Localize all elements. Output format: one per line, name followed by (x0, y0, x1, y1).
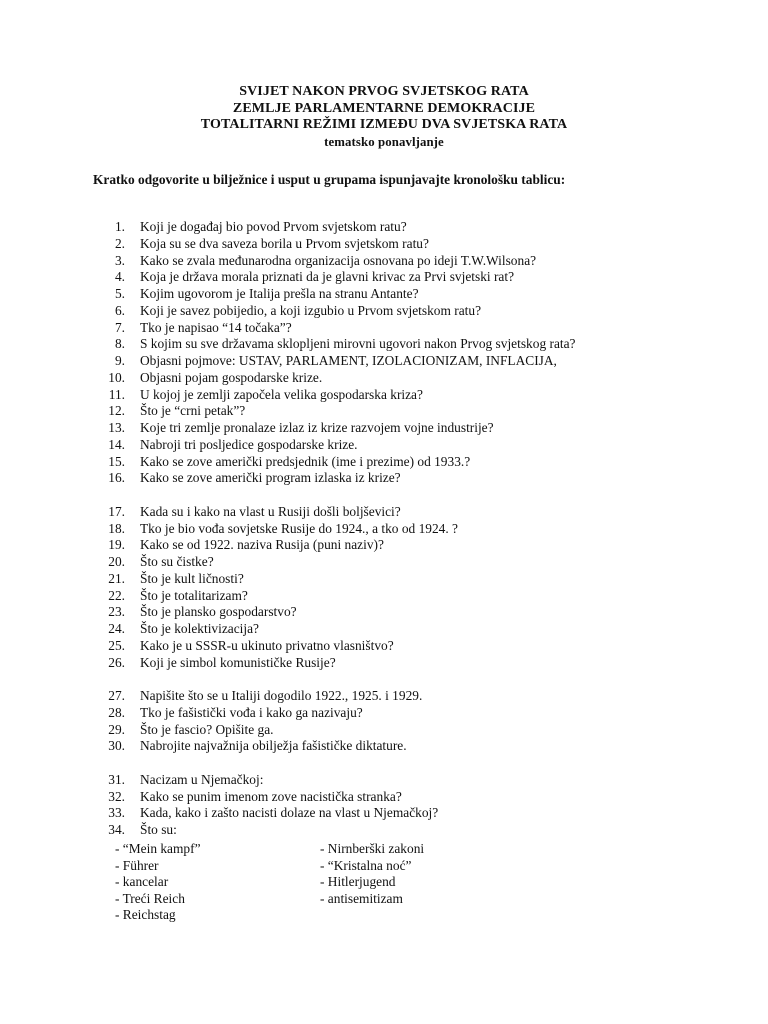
question-text: Koji je simbol komunističke Rusije? (140, 654, 336, 670)
question-list (0, 219, 768, 856)
question-number: 25. (108, 637, 125, 653)
question-item (0, 320, 768, 337)
term-item: - “Mein kampf” (115, 841, 201, 856)
question-number: 23. (108, 604, 125, 620)
question-text: Objasni pojmove: USTAV, PARLAMENT, IZOLACIONIZAM, INFLACIJA, (140, 353, 557, 368)
term-item: - Treći Reich (115, 890, 185, 906)
question-item (0, 554, 768, 571)
question-item (0, 604, 768, 621)
question-item (0, 303, 768, 320)
question-number: 12. (108, 403, 125, 419)
question-number: 22. (108, 587, 125, 603)
question-item (0, 403, 768, 420)
question-number: 21. (108, 570, 125, 586)
question-number: 5. (114, 286, 125, 301)
term-item: - Führer (115, 857, 159, 873)
question-number: 3. (114, 252, 125, 268)
term-item: - antisemitizam (320, 890, 403, 906)
question-item (0, 655, 768, 672)
question-number: 29. (108, 721, 125, 737)
question-item (0, 353, 768, 370)
term-item: - kancelar (115, 874, 169, 889)
question-item (0, 370, 768, 387)
question-text: Kako se zvala međunarodna organizacija osnovana po ideji T.W.Wilsona? (140, 252, 537, 268)
question-group (0, 219, 768, 487)
title-line-1: SVIJET NAKON PRVOG SVJETSKOG RATA (239, 84, 529, 99)
question-item (0, 705, 768, 722)
question-text: Napišite što se u Italiji dogodilo 1922., 1925. i 1929. (140, 688, 423, 704)
question-number: 34. (108, 822, 125, 838)
question-number: 13. (108, 420, 125, 435)
question-text: Što su čistke? (140, 554, 214, 570)
question-number: 9. (114, 353, 125, 368)
document-header (0, 84, 768, 150)
question-item (0, 772, 768, 789)
question-text: U kojoj je zemlji započela velika gospodarska kriza? (140, 386, 423, 402)
question-text: Nacizam u Njemačkoj: (140, 771, 264, 787)
question-text: Koji je događaj bio povod Prvom svjetskom ratu? (140, 219, 407, 234)
question-group (0, 504, 768, 672)
question-text: Što su: (140, 822, 177, 838)
question-number: 14. (108, 436, 125, 452)
question-text: Što je fascio? Opišite ga. (140, 721, 274, 737)
title-line-2: ZEMLJE PARLAMENTARNE DEMOKRACIJE (232, 100, 536, 116)
question-text: Tko je napisao “14 točaka”? (140, 319, 292, 335)
question-text: Kako se punim imenom zove nacistička stranka? (140, 788, 402, 804)
question-number: 17. (108, 503, 125, 519)
question-item (0, 571, 768, 588)
question-number: 18. (108, 520, 125, 536)
question-item (0, 789, 768, 806)
question-text: Što je kult ličnosti? (140, 570, 244, 586)
term-row (115, 841, 515, 858)
question-number: 6. (114, 302, 125, 318)
question-item (0, 504, 768, 521)
question-text: Što je “crni petak”? (140, 403, 246, 419)
term-row (115, 907, 515, 924)
question-number: 31. (108, 771, 125, 787)
question-text: Tko je fašistički vođa i kako ga nazivaju? (140, 704, 363, 720)
question-number: 1. (114, 219, 125, 234)
question-text: Koje tri zemlje pronalaze izlaz iz krize razvojem vojne industrije? (140, 420, 494, 435)
question-number: 16. (108, 470, 125, 486)
question-text: Kojim ugovorom je Italija prešla na stranu Antante? (140, 286, 419, 301)
question-number: 19. (108, 537, 125, 553)
question-text: Tko je bio vođa sovjetske Rusije do 1924., a tko od 1924. ? (140, 520, 458, 536)
question-text: Koja su se dva saveza borila u Prvom svjetskom ratu? (140, 235, 429, 251)
question-number: 20. (108, 554, 125, 570)
question-text: Nabroji tri posljedice gospodarske krize. (140, 436, 358, 452)
question-item (0, 286, 768, 303)
question-item (0, 521, 768, 538)
question-text: Kada, kako i zašto nacisti dolaze na vlast u Njemačkoj? (140, 805, 439, 821)
question-number: 4. (114, 269, 125, 285)
question-number: 30. (108, 738, 125, 754)
question-item (0, 722, 768, 739)
question-item (0, 253, 768, 270)
question-number: 32. (108, 788, 125, 804)
terms-list (115, 841, 515, 924)
question-item (0, 470, 768, 487)
question-number: 2. (114, 235, 125, 251)
question-item (0, 588, 768, 605)
question-text: Kako je u SSSR-u ukinuto privatno vlasništvo? (140, 637, 394, 653)
question-number: 33. (108, 805, 125, 821)
term-item: - Reichstag (115, 907, 176, 922)
question-number: 15. (108, 453, 125, 469)
question-item (0, 219, 768, 236)
question-number: 10. (108, 369, 125, 385)
question-text: Što je plansko gospodarstvo? (140, 604, 297, 620)
question-item (0, 420, 768, 437)
question-text: Što je kolektivizacija? (140, 621, 259, 637)
question-text: S kojim su sve državama sklopljeni mirovni ugovori nakon Prvog svjetskog rata? (140, 336, 576, 352)
question-text: Nabrojite najvažnija obilježja fašističke diktature. (140, 738, 407, 754)
question-item (0, 454, 768, 471)
term-row (115, 891, 515, 908)
question-item (0, 269, 768, 286)
question-item (0, 387, 768, 404)
question-item (0, 236, 768, 253)
term-row (115, 858, 515, 875)
question-number: 28. (108, 704, 125, 720)
question-number: 24. (108, 621, 125, 637)
term-item: - Nirnberški zakoni (320, 841, 425, 856)
question-number: 8. (114, 336, 125, 352)
title-line-3: TOTALITARNI REŽIMI IZMEĐU DVA SVJETSKA RATA (200, 117, 568, 132)
term-item: - Hitlerjugend (320, 874, 396, 889)
question-number: 7. (114, 319, 125, 335)
question-text: Koja je država morala priznati da je glavni krivac za Prvi svjetski rat? (140, 269, 515, 285)
question-text: Koji je savez pobijedio, a koji izgubio u Prvom svjetskom ratu? (140, 302, 482, 318)
question-group (0, 688, 768, 755)
term-row (115, 874, 515, 891)
question-number: 11. (108, 386, 125, 402)
instruction-text: Kratko odgovorite u bilježnice i usput u grupama ispunjavajte kronološku tablicu: (93, 172, 566, 187)
question-item (0, 805, 768, 822)
question-item (0, 638, 768, 655)
question-item (0, 437, 768, 454)
question-text: Kako se od 1922. naziva Rusija (puni naziv)? (140, 537, 384, 553)
question-text: Što je totalitarizam? (140, 587, 248, 603)
question-item (0, 738, 768, 755)
question-number: 26. (108, 654, 125, 670)
term-item: - “Kristalna noć” (320, 857, 412, 873)
question-text: Kada su i kako na vlast u Rusiji došli boljševici? (140, 503, 401, 519)
question-number: 27. (108, 688, 125, 704)
question-item (0, 537, 768, 554)
question-text: Kako se zove američki predsjednik (ime i prezime) od 1933.? (140, 453, 471, 469)
question-item (0, 621, 768, 638)
question-text: Kako se zove američki program izlaska iz krize? (140, 470, 401, 486)
subtitle: tematsko ponavljanje (324, 134, 444, 149)
question-text: Objasni pojam gospodarske krize. (140, 369, 323, 385)
question-item (0, 336, 768, 353)
question-group (0, 772, 768, 839)
question-item (0, 822, 768, 839)
question-item (0, 688, 768, 705)
